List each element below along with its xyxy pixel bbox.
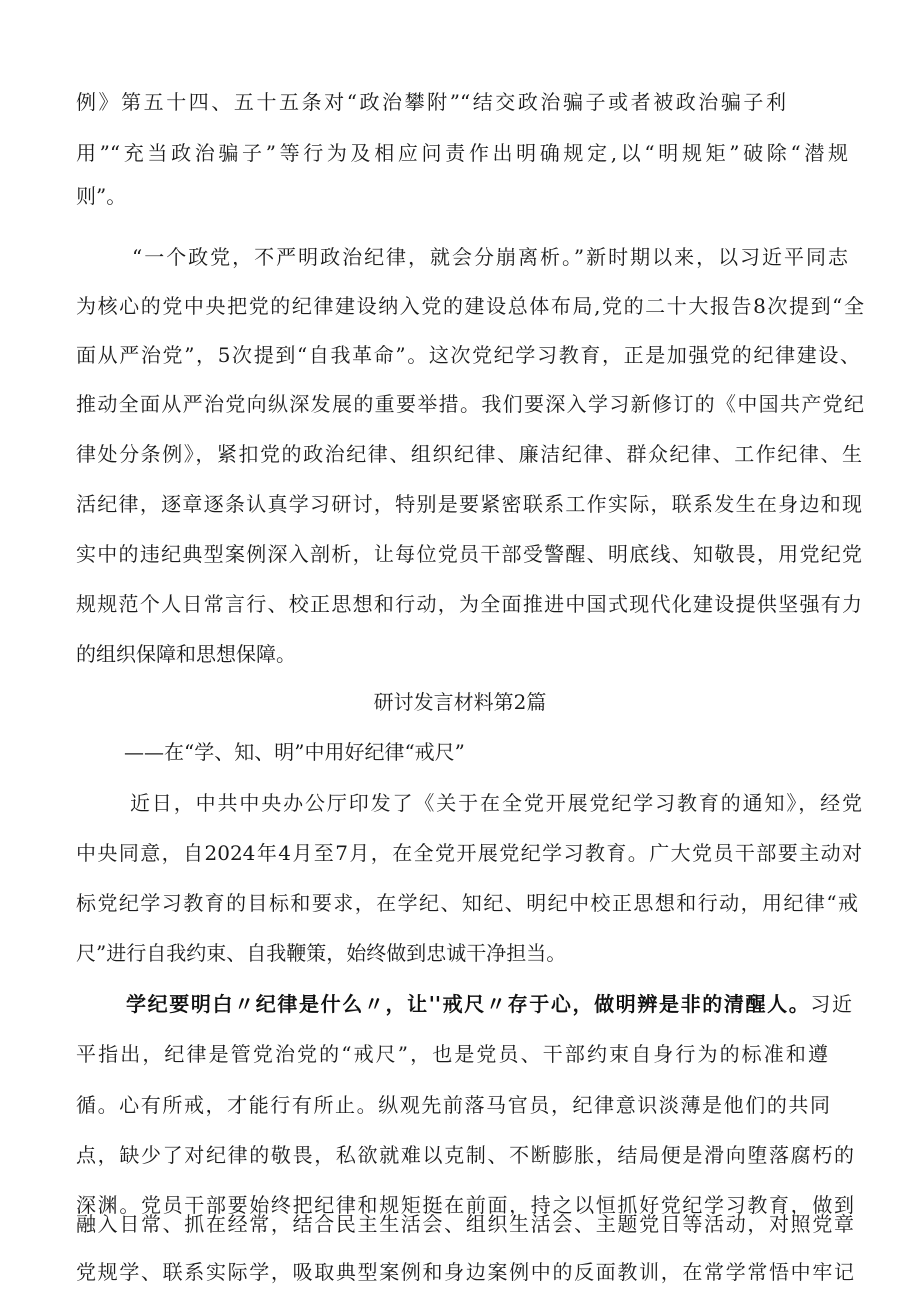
text-line: 中央同意，自2024年4月至7月，在全党开展党纪学习教育。广大党员干部要主动对	[76, 841, 862, 865]
text-line: 用”“充当政治骗子”等行为及相应问责作出明确规定,以“明规矩”破除“潜规	[76, 141, 848, 165]
section-title: 研讨发言材料第2篇	[373, 690, 547, 714]
text-line: 推动全面从严治党向纵深发展的重要举措。我们要深入学习新修订的《中国共产党纪	[76, 392, 864, 416]
text-line: 规规范个人日常言行、校正思想和行动，为全面推进中国式现代化建设提供坚强有力	[76, 592, 862, 616]
text-line: 深渊。党员干部要始终把纪律和规矩挺在前面，持之以恒抓好党纪学习教育，做到	[76, 1193, 854, 1217]
section-subtitle: ——在“学、知、明”中用好纪律“戒尺”	[124, 740, 465, 764]
text-line: 融入日常、抓在经常，结合民主生活会、组织生活会、主题党日等活动，对照党章	[76, 1212, 854, 1236]
text-line: “一个政党，不严明政治纪律，就会分崩离析。”新时期以来，以习近平同志	[132, 245, 848, 269]
text-line: 活纪律，逐章逐条认真学习研讨，特别是要紧密联系工作实际，联系发生在身边和现	[76, 492, 862, 516]
text-line: 实中的违纪典型案例深入剖析，让每位党员干部受警醒、明底线、知敬畏，用党纪党	[76, 542, 862, 566]
text-line	[126, 990, 852, 1018]
text-line: 平指出，纪律是管党治党的“戒尺”，也是党员、干部约束自身行为的标准和遵	[76, 1042, 828, 1066]
text-line: 面从严治党”，5次提到“自我革命”。这次党纪学习教育，正是加强党的纪律建设、	[76, 343, 860, 367]
text-line: 为核心的党中央把党的纪律建设纳入党的建设总体布局,党的二十大报告8次提到“全	[76, 294, 864, 318]
text-line: 的组织保障和思想保障。	[76, 642, 296, 666]
text-line: 循。心有所戒，才能行有所止。纵观先前落马官员，纪律意识淡薄是他们的共同	[76, 1093, 830, 1117]
text-line: 近日，中共中央办公厅印发了《关于在全党开展党纪学习教育的通知》，经党	[130, 791, 862, 815]
text-line: 律处分条例》，紧扣党的政治纪律、组织纪律、廉洁纪律、群众纪律、工作纪律、生	[76, 442, 862, 466]
text-line: 则”。	[76, 184, 127, 208]
text-line: 标党纪学习教育的目标和要求，在学纪、知纪、明纪中校正思想和行动，用纪律“戒	[76, 891, 858, 915]
text-run: 习近	[810, 992, 853, 1016]
bold-lead-sentence: 学纪要明白〃纪律是什么〃，让''戒尺〃存于心，做明辨是非的清醒人。	[126, 992, 811, 1016]
text-line: 党规学、联系实际学，吸取典型案例和身边案例中的反面教训，在常学常悟中牢记	[76, 1260, 854, 1284]
text-line: 点，缺少了对纪律的敬畏，私欲就难以克制、不断膨胀，结局便是滑向堕落腐朽的	[76, 1143, 854, 1167]
text-line: 例》第五十四、五十五条对“政治攀附”“结交政治骗子或者被政治骗子利	[76, 90, 786, 114]
text-line: 尺”进行自我约束、自我鞭策，始终做到忠诚干净担当。	[76, 941, 567, 965]
